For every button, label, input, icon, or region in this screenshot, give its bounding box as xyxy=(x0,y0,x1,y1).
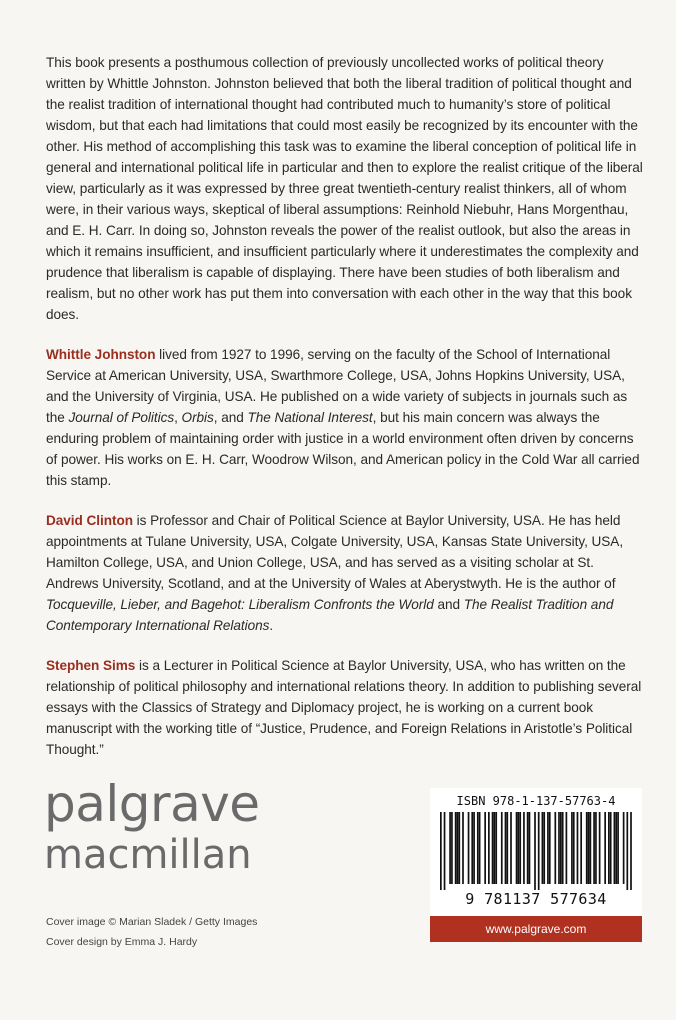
logo-line-macmillan: macmillan xyxy=(44,832,252,878)
barcode-bar xyxy=(488,812,490,884)
barcode-bar xyxy=(516,812,518,884)
barcode-bar xyxy=(501,812,503,884)
barcode-bar xyxy=(468,812,470,884)
back-cover-blurb xyxy=(46,52,646,779)
cover-credits xyxy=(46,912,257,952)
barcode-bar xyxy=(495,812,497,884)
barcode-bar xyxy=(549,812,551,884)
journal-title: The National Interest xyxy=(247,410,373,425)
barcode-bar xyxy=(518,812,520,884)
barcode-icon xyxy=(440,812,632,890)
author-name: Whittle Johnston xyxy=(46,347,156,362)
barcode-bar xyxy=(473,812,475,884)
barcode-bar xyxy=(534,812,536,890)
barcode-bar xyxy=(560,812,562,884)
bio-text: , xyxy=(174,410,182,425)
barcode-bar xyxy=(586,812,588,884)
author-bio-sims xyxy=(46,655,646,760)
barcode-bar xyxy=(455,812,457,884)
barcode-bar xyxy=(510,812,512,884)
barcode-bar xyxy=(519,812,521,884)
barcode-bar xyxy=(577,812,579,884)
barcode-bar xyxy=(614,812,616,884)
book-title: Tocqueville, Lieber, and Bagehot: Liberalism Confronts the World xyxy=(46,597,434,612)
bio-text: and xyxy=(433,597,464,612)
barcode-bar xyxy=(457,812,459,884)
barcode-bar xyxy=(523,812,525,884)
bio-text: lived from 1927 to 1996, serving on the faculty of the School of International Service at American University, USA, Swarthmore College, USA, Johns Hopkins University, USA, and the University of Virginia, USA. He published on a wide variety of subjects in journals such as the xyxy=(46,347,628,425)
book-title: The Realist Tradition and Contemporary International Relations xyxy=(46,597,614,633)
barcode-bar xyxy=(623,812,625,884)
barcode-bar xyxy=(573,812,575,884)
cover-design-credit: Cover design by Emma J. Hardy xyxy=(46,936,198,948)
barcode-bar xyxy=(599,812,601,884)
barcode-bar xyxy=(571,812,573,884)
barcode-bar xyxy=(588,812,590,884)
logo-line-palgrave: palgrave xyxy=(44,775,260,833)
summary-paragraph: This book presents a posthumous collection of previously uncollected works of political theory written by Whittle Johnston. Johnston believed that both the liberal tradition of political thought and the realist tradition of international thought had contributed much to humanity’s store of political wisdom, but that each had limitations that could most easily be recognized by its encounter with the other. His method of accomplishing this task was to examine the liberal conception of political life in general and international political life in particular and then to explore the realist critique of the liberal view, particularly as it was expressed by three great twentieth-century realist thinkers, all of whom were, in their various ways, skeptical of liberal assumptions: Reinhold Niebuhr, Hans Morgenthau, and E. H. Carr. In doing so, Johnston reveals the power of the realist outlook, but also the areas in which it remains insufficient, and insufficient particularly where it underestimates the complexity and prudence that liberalism is capable of displaying. There have been studies of both liberalism and realism, but no other work has put them into conversation with each other in the way that this book does. xyxy=(46,55,643,322)
barcode-bar xyxy=(630,812,632,890)
barcode-bar xyxy=(477,812,479,884)
bio-text: is Professor and Chair of Political Science at Baylor University, USA. He has held appointments at Tulane University, USA, Colgate University, USA, Kansas State University, USA, Hamilton College, USA, and Union College, USA, and has served as a visiting scholar at St. Andrews University, Scotland, and at the University of Wales at Aberystwyth. He is the author of xyxy=(46,513,624,591)
barcode-bar xyxy=(462,812,464,884)
barcode-bar xyxy=(580,812,582,884)
bio-text: , and xyxy=(213,410,248,425)
barcode-bar xyxy=(610,812,612,884)
barcode-bar xyxy=(471,812,473,884)
barcode-bar xyxy=(554,812,556,884)
barcode-bar xyxy=(604,812,606,884)
barcode-bar xyxy=(615,812,617,884)
barcode-bar xyxy=(562,812,564,884)
bio-text: , but his main concern was always the enduring problem of maintaining order with justice in a world environment often driven by concerns of power. His works on E. H. Carr, Woodrow Wilson, and American policy in the Cold War all carried this stamp. xyxy=(46,410,640,488)
barcode-bar xyxy=(458,812,460,884)
isbn-barcode-box xyxy=(430,788,642,942)
barcode-bar xyxy=(547,812,549,884)
barcode-bar xyxy=(529,812,531,884)
barcode-bar xyxy=(440,812,442,890)
barcode-bar xyxy=(626,812,628,890)
barcode-bar xyxy=(444,812,446,890)
isbn-label: ISBN 978-1-137-57763-4 xyxy=(456,794,616,808)
isbn-digits: 9 781137 577634 xyxy=(465,890,607,908)
barcode-bar xyxy=(494,812,496,884)
bio-text: . xyxy=(269,618,274,633)
barcode-bar xyxy=(593,812,595,884)
barcode-bar xyxy=(590,812,592,884)
barcode-bar xyxy=(505,812,507,884)
barcode-bar xyxy=(558,812,560,884)
barcode-bar xyxy=(484,812,486,884)
author-bio-johnston xyxy=(46,344,646,491)
barcode-bar xyxy=(543,812,545,884)
barcode-bar xyxy=(449,812,451,884)
barcode-bar xyxy=(492,812,494,884)
barcode-bar xyxy=(542,812,544,884)
author-name: Stephen Sims xyxy=(46,658,136,673)
barcode-bar xyxy=(506,812,508,884)
bio-text: is a Lecturer in Political Science at Baylor University, USA, who has written on the relationship of political philosophy and international relations theory. In addition to publishing several essays with the Classics of Strategy and Diplomacy project, he is working on a current book manuscript with the working title of “Justice, Prudence, and Foreign Relations in Aristotle’s Political Thought.” xyxy=(46,658,642,757)
barcode-bar xyxy=(479,812,481,884)
cover-image-credit: Cover image © Marian Sladek / Getty Images xyxy=(46,916,258,928)
journal-title: Orbis xyxy=(181,410,214,425)
barcode-bar xyxy=(538,812,540,890)
barcode-bar xyxy=(617,812,619,884)
barcode-bar xyxy=(608,812,610,884)
author-bio-clinton xyxy=(46,510,646,636)
barcode-bar xyxy=(595,812,597,884)
barcode-bar xyxy=(566,812,568,884)
barcode-bar xyxy=(451,812,453,884)
barcode-bar xyxy=(527,812,529,884)
journal-title: Journal of Politics xyxy=(68,410,175,425)
publisher-url: www.palgrave.com xyxy=(430,916,642,942)
publisher-logo xyxy=(44,776,260,878)
author-name: David Clinton xyxy=(46,513,133,528)
